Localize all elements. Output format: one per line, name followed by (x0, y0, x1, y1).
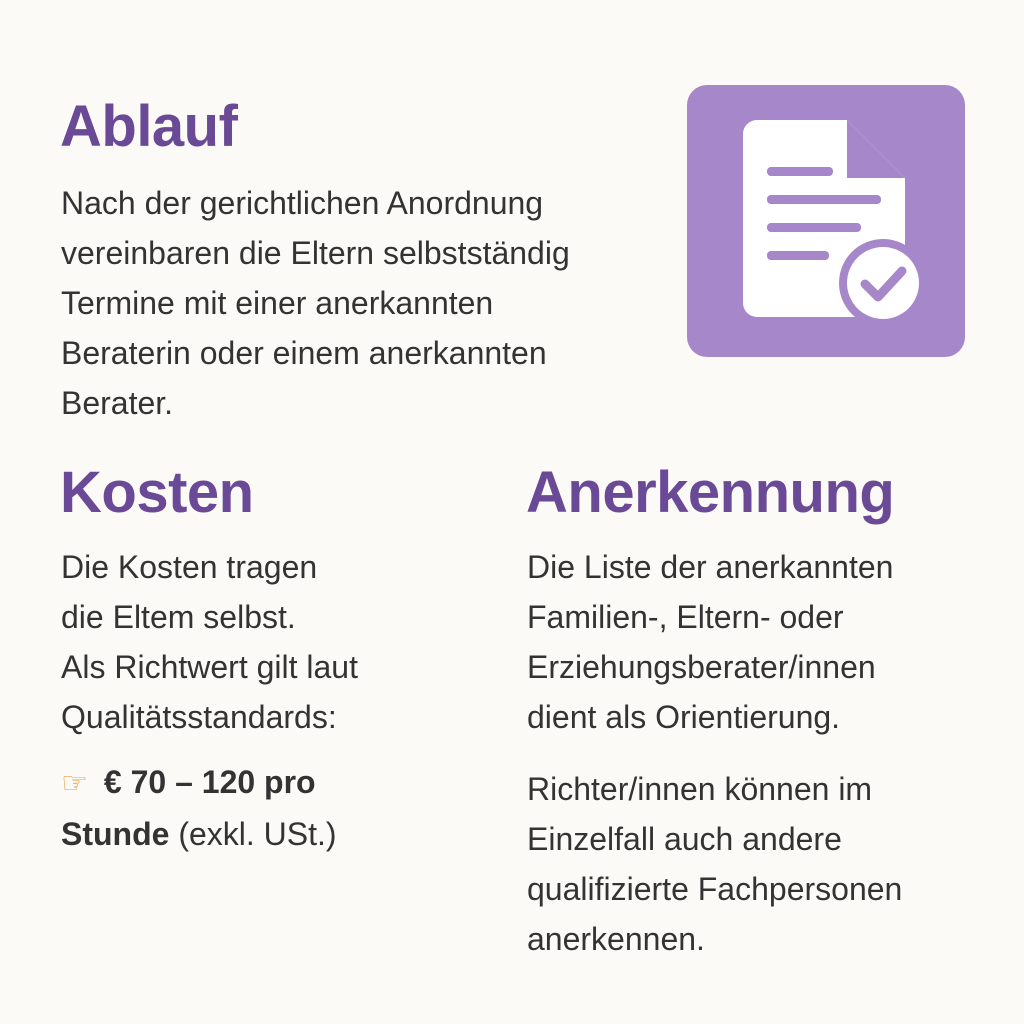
anerkennung-line: qualifizierte Fachpersonen (527, 871, 903, 907)
price-range: € 70 – 120 pro (103, 764, 316, 800)
ablauf-heading: Ablauf (60, 94, 238, 159)
price-line-2 (61, 809, 481, 859)
anerkennung-line: Einzelfall auch andere (527, 821, 842, 857)
anerkennung-heading: Anerkennung (526, 460, 895, 525)
anerkennung-line: Die Liste der anerkannten (527, 549, 894, 585)
kosten-line: Die Kosten tragen (61, 549, 318, 585)
anerkennung-paragraph-2 (527, 764, 987, 964)
ablauf-line: Berater. (61, 385, 174, 421)
price-line-1 (61, 757, 481, 809)
anerkennung-line: anerkennen. (527, 921, 705, 957)
ablauf-line: vereinbaren die Eltern selbstständig (61, 235, 570, 271)
kosten-line: die Eltem selbst. (61, 599, 296, 635)
document-check-icon (687, 85, 965, 357)
kosten-line: Qualitätsstandards: (61, 699, 337, 735)
anerkennung-line: Familien-, Eltern- oder (527, 599, 844, 635)
kosten-line: Als Richtwert gilt laut (61, 649, 358, 685)
kosten-heading: Kosten (60, 460, 254, 525)
anerkennung-line: Richter/innen können im (527, 771, 873, 807)
price-note: (exkl. USt.) (178, 816, 337, 852)
price-info (61, 757, 481, 859)
ablauf-line: Termine mit einer anerkannten (61, 285, 494, 321)
anerkennung-paragraph-1 (527, 542, 987, 742)
ablauf-paragraph (61, 178, 641, 428)
pointing-hand-icon: ☞ (61, 767, 88, 800)
kosten-paragraph (61, 542, 481, 742)
price-unit: Stunde (61, 816, 170, 852)
anerkennung-line: Erziehungsberater/innen (527, 649, 876, 685)
ablauf-line: Beraterin oder einem anerkannten (61, 335, 547, 371)
ablauf-line: Nach der gerichtlichen Anordnung (61, 185, 544, 221)
anerkennung-line: dient als Orientierung. (527, 699, 841, 735)
